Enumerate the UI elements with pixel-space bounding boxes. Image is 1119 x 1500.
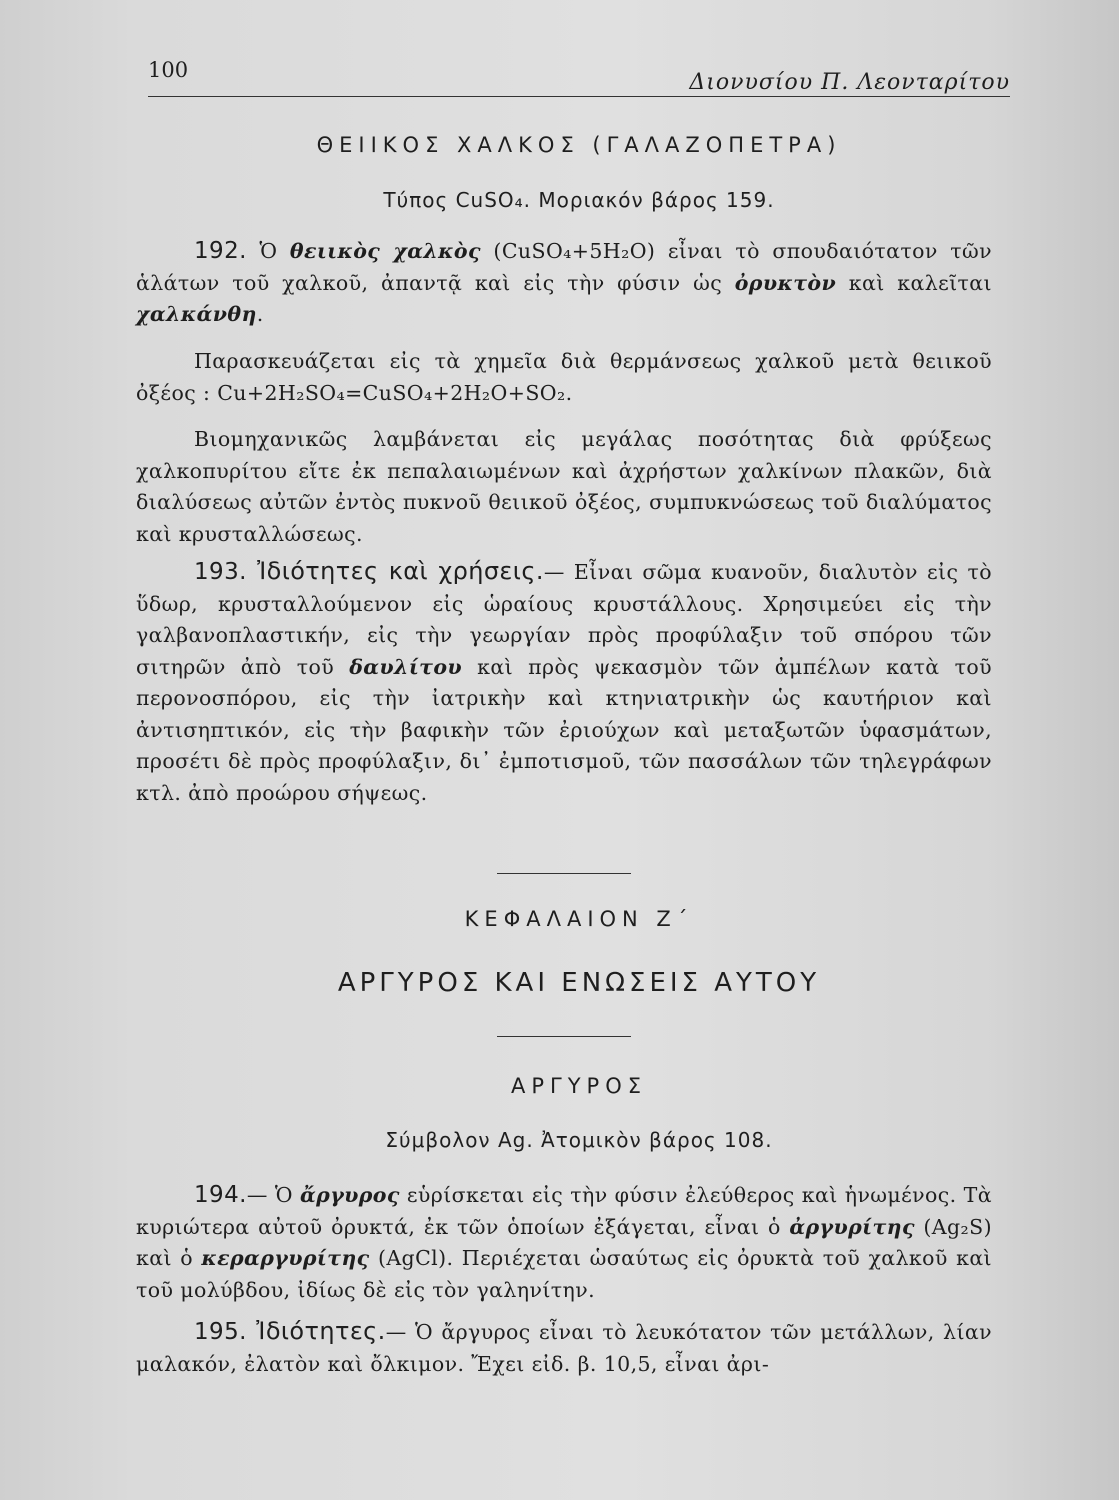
header-rule (148, 96, 1010, 97)
page-number: 100 (148, 58, 189, 82)
formula-line: Τύπος CuSO₄. Μοριακόν βάρος 159. (383, 188, 775, 212)
page-header (148, 58, 1010, 98)
term-smut: δαυλίτου (349, 654, 463, 679)
paragraph-number: 194. (194, 1182, 247, 1208)
term-mineral: ὀρυκτὸν (734, 270, 837, 295)
term-argentite: ἀργυρίτης (789, 1214, 915, 1239)
symbol-line: Σύμβολον Ag. Ἀτομικὸν βάρος 108. (385, 1128, 773, 1152)
term-cerargyrite: κεραργυρίτης (201, 1246, 370, 1270)
section-heading-properties: Ἰδιότητες. (246, 1317, 386, 1345)
term-silver: ἄργυρος (299, 1183, 400, 1207)
paragraph-195: 195. Ἰδιότητες.— Ὁ ἄργυρος εἶναι τὸ λευκότατον τῶν μετάλλων, λίαν μαλακόν, ἐλατὸν καὶ ὄλκιμον. Ἔχει εἰδ. β. 10,5, εἶναι ἀρι- (136, 1317, 992, 1376)
paragraph-industrial: Βιομηχανικῶς λαμβάνεται εἰς μεγάλας ποσότητας διὰ φρύξεως χαλκοπυρίτου εἴτε ἐκ πεπαλαιωμένων καὶ ἀχρήστων χαλκίνων πλακῶν, διὰ διαλύσεως αὐτῶν ἐντὸς πυκνοῦ θειικοῦ ὀξέος, συμπυκνώσεως τοῦ διαλύματος καὶ κρυσταλλώσεως. (136, 427, 992, 546)
section-title-copper-sulfate: ΘΕΙΙΚΟΣ ΧΑΛΚΟΣ (ΓΑΛΑΖΟΠΕΤΡΑ) (316, 133, 842, 157)
paragraph-number: 195. (194, 1319, 247, 1345)
paragraph-preparation: Παρασκευάζεται εἰς τὰ χημεῖα διὰ θερμάνσεως χαλκοῦ μετὰ θειικοῦ ὀξέος : Cu+2H₂SO₄=CuSO₄+2H₂O+SO₂. (136, 349, 992, 405)
term-copper-sulfate: θειικὸς χαλκὸς (289, 239, 481, 263)
section-heading-properties-uses: Ἰδιότητες καὶ χρήσεις. (246, 557, 544, 585)
chapter-title: ΑΡΓΥΡΟΣ ΚΑΙ ΕΝΩΣΕΙΣ ΑΥΤΟΥ (337, 968, 821, 998)
running-head: Διονυσίου Π. Λεονταρίτου (689, 70, 1010, 95)
paragraph-193: 193. Ἰδιότητες καὶ χρήσεις.— Εἶναι σῶμα κυανοῦν, διαλυτὸν εἰς τὸ ὕδωρ, κρυσταλλούμενον εἰς ὡραίους κρυστάλλους. Χρησιμεύει εἰς τὴν γαλβανοπλαστικήν, εἰς τὴν γεωργίαν πρὸς προφύλαξιν τοῦ σπόρου τῶν σιτηρῶν ἀπὸ τοῦ δαυλίτου καὶ πρὸς ψεκασμὸν τῶν ἀμπέλων κατὰ τοῦ περονοσπόρου, εἰς τὴν ἰατρικὴν καὶ κτηνιατρικὴν ὡς καυτήριον καὶ ἀντισηπτικόν, εἰς τὴν βαφικὴν τῶν ἐριούχων καὶ μεταξωτῶν ὑφασμάτων, προσέτι δὲ πρὸς προφύλαξιν, δι᾿ ἐμποτισμοῦ, τῶν πασσάλων τῶν τηλεγράφων κτλ. ἀπὸ προώρου σήψεως. (136, 557, 992, 805)
paragraph-number: 193. (194, 559, 247, 585)
paragraph-number: 192. (194, 238, 247, 264)
paragraph-192: 192. Ὁ θειικὸς χαλκὸς (CuSO₄+5H₂O) εἶναι τὸ σπουδαιότατον τῶν ἁλάτων τοῦ χαλκοῦ, ἀπαντᾷ καὶ εἰς τὴν φύσιν ὡς ὀρυκτὸν καὶ καλεῖται χαλκάνθη. (136, 238, 992, 326)
divider-rule (497, 873, 631, 874)
section-title-silver: ΑΡΓΥΡΟΣ (510, 1074, 648, 1098)
chapter-label: ΚΕΦΑΛΑΙΟΝ Ζ΄ (464, 907, 694, 931)
term-chalcanthite: χαλκάνθη (136, 302, 257, 326)
divider-rule (497, 1036, 631, 1037)
paragraph-194: 194.— Ὁ ἄργυρος εὑρίσκεται εἰς τὴν φύσιν ἐλεύθερος καὶ ἡνωμένος. Τὰ κυριώτερα αὐτοῦ ὀρυκτά, ἐκ τῶν ὁποίων ἐξάγεται, εἶναι ὁ ἀργυρίτης (Ag₂S) καὶ ὁ κεραργυρίτης (AgCl). Περιέχεται ὡσαύτως εἰς ὀρυκτὰ τοῦ χαλκοῦ καὶ τοῦ μολύβδου, ἰδίως δὲ εἰς τὸν γαληνίτην. (136, 1182, 993, 1302)
